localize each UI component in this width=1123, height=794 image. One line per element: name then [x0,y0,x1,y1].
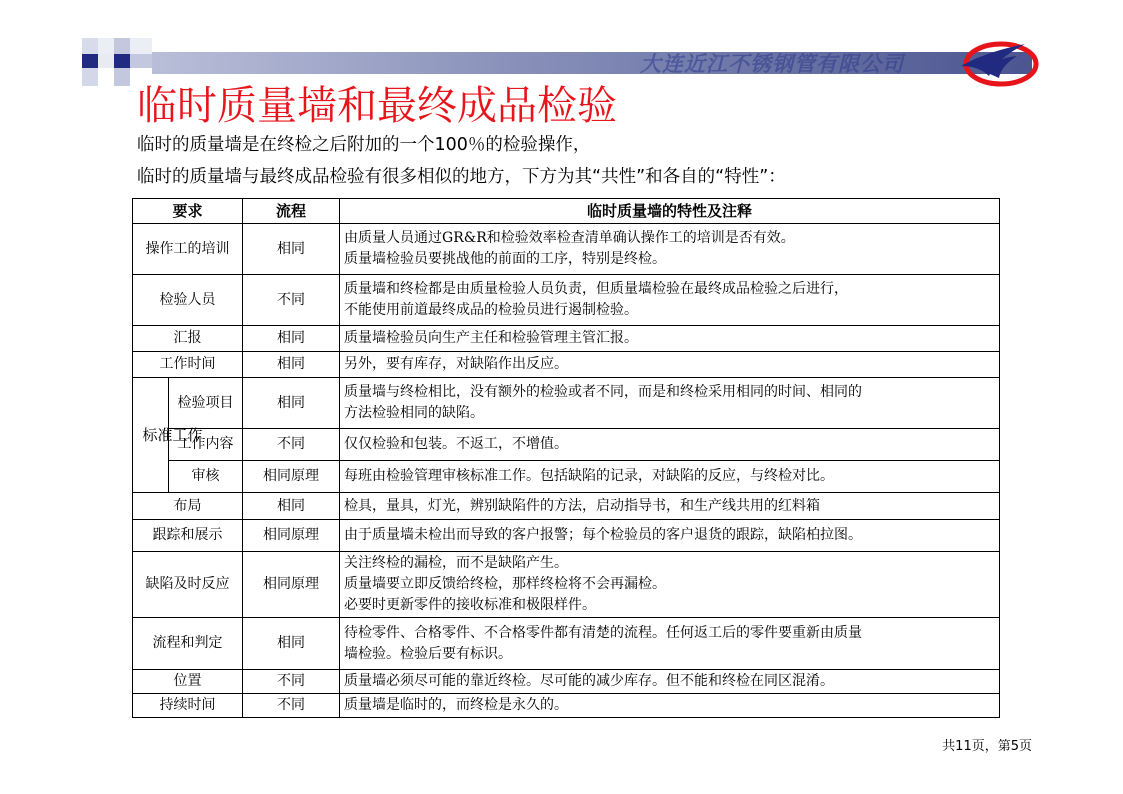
notes-line: 墙检验。检验后要有标识。 [344,645,513,662]
notes-line: 检具，量具，灯光，辨别缺陷件的方法，启动指导书，和生产线共用的红料箱 [344,497,821,514]
notes-line: 质量墙和终检都是由质量检验人员负责，但质量墙检验在最终成品检验之后进行， [344,281,849,297]
notes-line: 质量墙与终检相比，没有额外的检验或者不同，而是和终检采用相同的时间、相同的 [344,384,863,400]
notes-cell [340,429,1000,461]
process-cell: 不同 [243,694,340,718]
requirement-cell: 审核 [169,461,243,493]
requirement-cell: 持续时间 [133,694,243,718]
notes-cell [340,352,1000,378]
notes-line: 待检零件、合格零件、不合格零件都有清楚的流程。任何返工后的零件要重新由质量 [344,624,863,641]
notes-line: 必要时更新零件的接收标准和极限样件。 [344,597,597,613]
process-cell: 相同 [243,326,340,352]
notes-line: 质量墙检验员向生产主任和检验管理主管汇报。 [344,330,639,346]
notes-line: 质量墙是临时的，而终检是永久的。 [344,697,569,713]
notes-cell [340,275,1000,326]
table-row [133,461,1000,493]
process-cell: 相同原理 [243,552,340,618]
table-row [133,670,1000,694]
requirement-cell: 工作内容 [169,429,243,461]
table-row [133,520,1000,552]
notes-cell [340,461,1000,493]
process-cell: 不同 [243,670,340,694]
table-row [133,352,1000,378]
table-row [133,493,1000,520]
requirement-cell: 缺陷及时反应 [133,552,243,618]
notes-cell [340,694,1000,718]
table-row [133,378,1000,429]
table-header-row [133,199,1000,224]
process-cell: 相同 [243,352,340,378]
notes-line: 由质量人员通过GR&R和检验效率检查清单确认操作工的培训是否有效。 [344,230,795,246]
requirement-cell: 位置 [133,670,243,694]
notes-cell [340,520,1000,552]
table-row [133,275,1000,326]
table-row [133,224,1000,275]
header-requirement: 要求 [133,199,243,224]
process-cell: 不同 [243,429,340,461]
process-cell: 相同 [243,378,340,429]
notes-line: 关注终检的漏检，而不是缺陷产生。 [344,555,569,571]
process-cell: 相同 [243,493,340,520]
notes-cell [340,552,1000,618]
requirement-cell: 操作工的培训 [133,224,243,275]
standard-work-group-cell [133,378,203,493]
requirement-cell: 检验项目 [169,378,243,429]
page-info: 共11页，第5页 [942,739,1032,754]
notes-line: 另外，要有库存，对缺陷作出反应。 [344,356,569,372]
notes-line: 由于质量墙未检出而导致的客户报警；每个检验员的客户退货的跟踪，缺陷柏拉图。 [344,527,863,543]
page-title: 临时质量墙和最终成品检验 [137,83,617,129]
header-process: 流程 [243,199,340,224]
requirement-cell: 布局 [133,493,243,520]
requirement-cell: 汇报 [133,326,243,352]
table-row [133,429,1000,461]
notes-cell [340,618,1000,670]
table-row [133,552,1000,618]
table-row [133,326,1000,352]
notes-line: 方法检验相同的缺陷。 [344,405,485,421]
table-row [133,618,1000,670]
intro-line-1: 临时的质量墙是在终检之后附加的一个100％的检验操作， [137,135,591,155]
company-name: 大连近江不锈钢管有限公司 [640,51,904,76]
notes-line: 仅仅检验和包装。不返工，不增值。 [344,436,569,452]
notes-line: 质量墙要立即反馈给终检，那样终检将不会再漏检。 [344,576,667,592]
standard-work-group-label: 标准工作 [142,426,203,444]
process-cell: 相同 [243,618,340,670]
company-logo [955,36,1041,92]
notes-line: 质量墙检验员要挑战他的前面的工序，特别是终检。 [344,251,667,267]
notes-line: 不能使用前道最终成品的检验员进行遏制检验。 [344,302,639,318]
notes-cell [340,326,1000,352]
notes-cell [340,493,1000,520]
table-row [133,694,1000,718]
notes-line: 每班由检验管理审核标准工作。包括缺陷的记录，对缺陷的反应，与终检对比。 [344,468,835,484]
process-cell: 相同原理 [243,520,340,552]
notes-cell [340,378,1000,429]
intro-line-2: 临时的质量墙与最终成品检验有很多相似的地方，下方为其“共性”和各自的“特性”： [137,167,786,187]
notes-cell [340,224,1000,275]
requirement-cell: 检验人员 [133,275,243,326]
process-cell: 不同 [243,275,340,326]
header-notes: 临时质量墙的特性及注释 [340,199,1000,224]
notes-line: 质量墙必须尽可能的靠近终检。尽可能的减少库存。但不能和终检在同区混淆。 [344,673,835,689]
requirement-cell: 流程和判定 [133,618,243,670]
notes-cell [340,670,1000,694]
comparison-table [132,198,1000,718]
process-cell: 相同 [243,224,340,275]
process-cell: 相同原理 [243,461,340,493]
requirement-cell: 跟踪和展示 [133,520,243,552]
requirement-cell: 工作时间 [133,352,243,378]
